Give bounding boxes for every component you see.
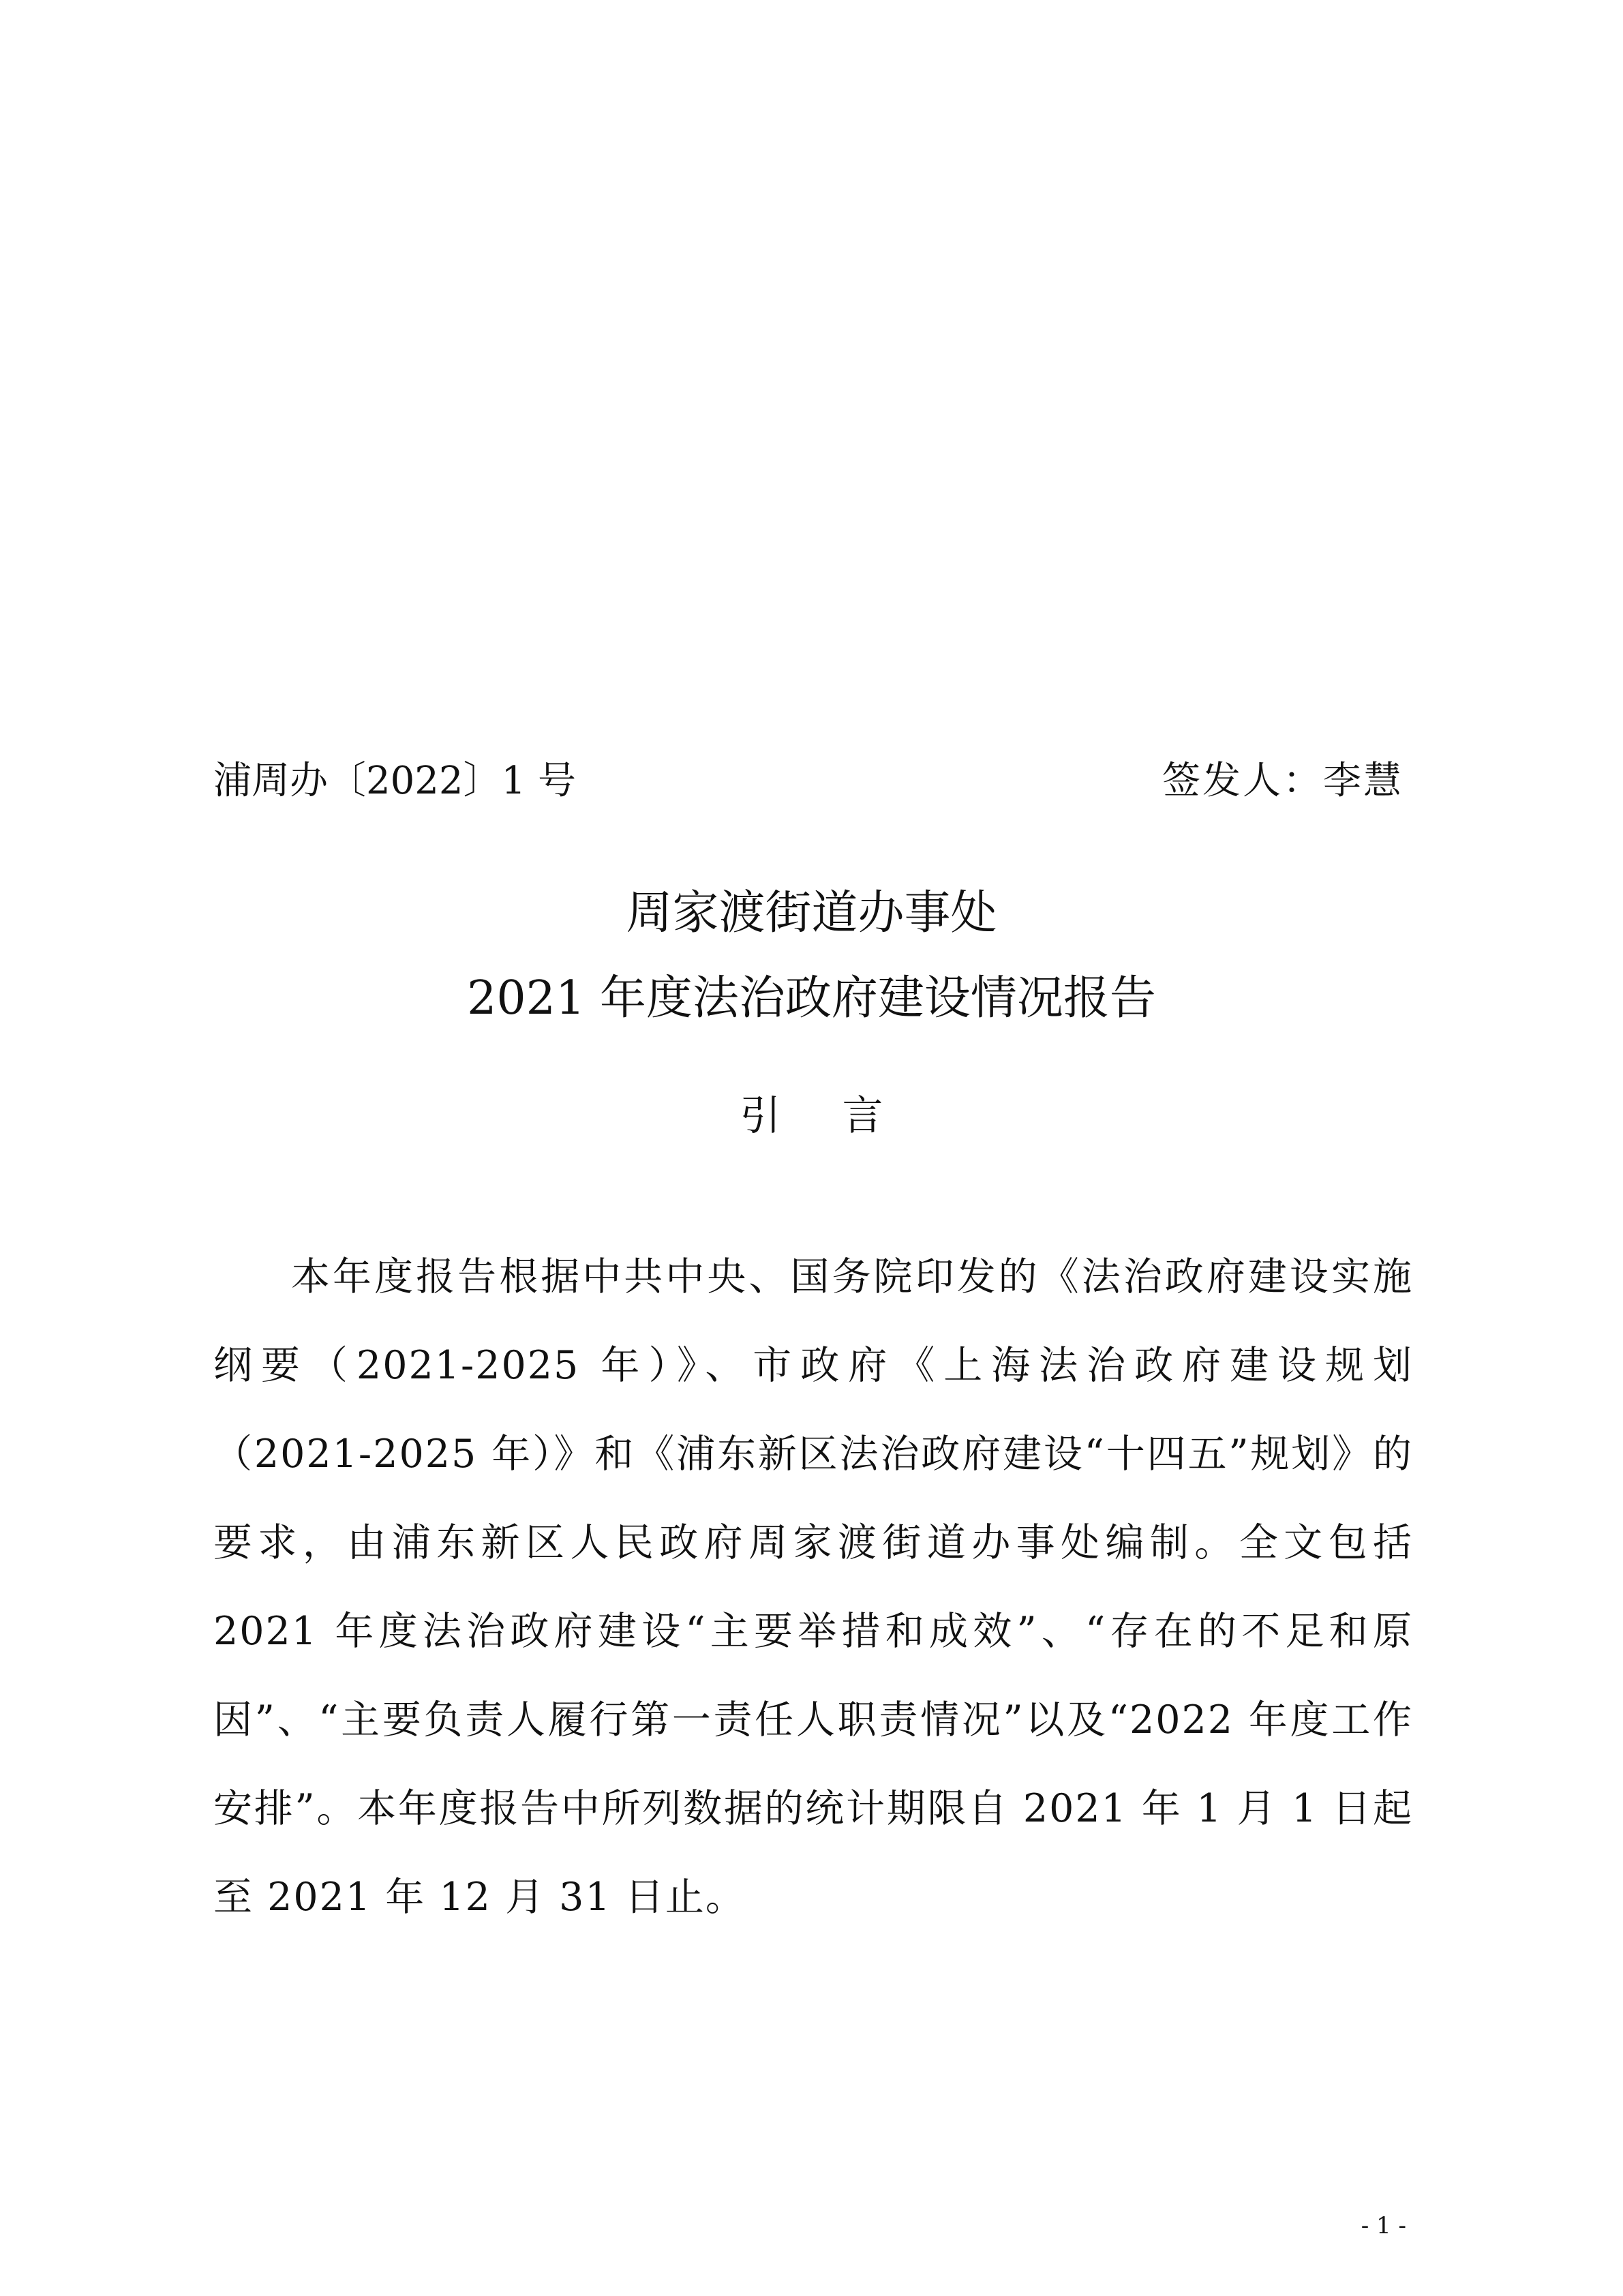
- page-number: - 1 -: [1361, 2212, 1406, 2239]
- document-title-report: 2021 年度法治政府建设情况报告: [467, 971, 1156, 1025]
- body-paragraph: 本年度报告根据中共中央、国务院印发的《法治政府建设实施纲要（2021-2025 年）》、市政府《上海法治政府建设规划（2021-2025 年）》和《浦东新区法治政府建设“十四五”规划》的要求，由浦东新区人民政府周家渡街道办事处编制。全文包括 2021 年度法治政府建设“主要举措和成效”、“存在的不足和原因”、“主要负责人履行第一责任人职责情况”以及“2022 年度工作安排”。本年度报告中所列数据的统计期限自 2021 年 1 月 1 日起至 2021 年 12 月 31 日止。: [213, 1254, 1413, 1920]
- signer: 签发人：李慧: [1162, 759, 1404, 803]
- document-title-issuer: 周家渡街道办事处: [626, 886, 997, 940]
- section-heading: 引言: [740, 1092, 945, 1140]
- document-number: 浦周办〔2022〕1 号: [213, 759, 576, 803]
